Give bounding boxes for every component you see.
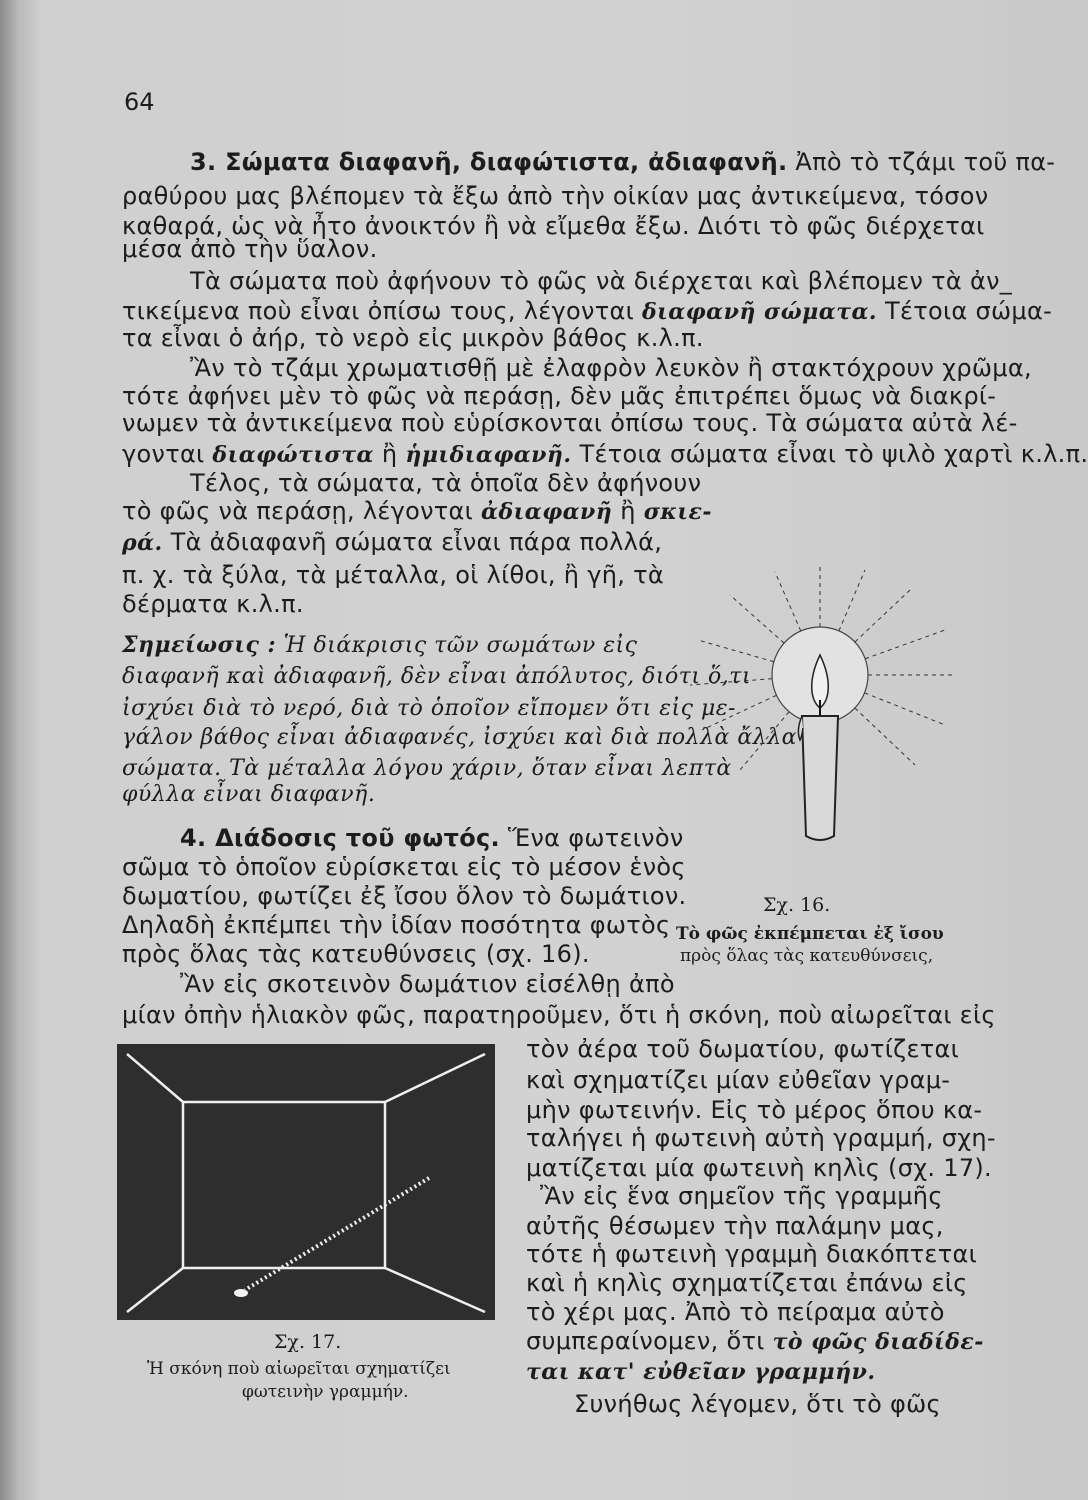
text-line: Ἂν εἰς ἕνα σημεῖον τῆς γραμμῆς xyxy=(540,1182,943,1210)
text-line: δέρματα κ.λ.π. xyxy=(122,590,304,618)
fig16-candle-illustration xyxy=(690,560,990,880)
conclusion-part1: τὸ φῶς διαδίδε- xyxy=(772,1329,984,1355)
text-line: αὐτῆς θέσωμεν τὴν παλάμην μας, xyxy=(526,1212,944,1240)
text-line: καθαρά, ὡς νὰ ἦτο ἀνοικτόν ἢ νὰ εἴμεθα ἔξω. Διότι τὸ φῶς διέρχεται xyxy=(122,212,985,240)
text-line: πρὸς ὅλας τὰς κατευθύνσεις (σχ. 16). xyxy=(122,940,590,968)
text-line: Τέλος, τὰ σώματα, τὰ ὁποῖα δὲν ἀφήνουν xyxy=(190,469,702,497)
text-line: τὸ χέρι μας. Ἀπὸ τὸ πείραμα αὐτὸ xyxy=(526,1298,945,1326)
fig16-caption-line2: πρὸς ὅλας τὰς κατευθύνσεις, xyxy=(680,946,934,966)
text-line: ταλήγει ἡ φωτεινὴ αὐτὴ γραμμή, σχη- xyxy=(526,1124,996,1152)
text-line: καὶ ἡ κηλὶς σχηματίζεται ἐπάνω εἰς xyxy=(526,1269,968,1297)
note-line: φύλλα εἶναι διαφανῆ. xyxy=(122,782,376,807)
term-diafani: διαφανῆ σώματα. xyxy=(641,299,878,325)
note-line: Ἡ διάκρισις τῶν σωμάτων εἰς xyxy=(283,633,638,658)
text-line: Δηλαδὴ ἐκπέμπει τὴν ἰδίαν ποσότητα φωτὸς xyxy=(122,911,671,939)
note-line: γάλον βάθος εἶναι ἀδιαφανές, ἰσχύει καὶ διὰ πολλὰ ἄλλα xyxy=(122,725,797,750)
note-line: διαφανῆ καὶ ἀδιαφανῆ, δὲν εἶναι ἀπόλυτος, διότι ὅ,τι xyxy=(122,664,752,689)
text-segment: Τέτοια σώμα- xyxy=(885,297,1053,325)
term-skiera-part2: ρά. xyxy=(122,530,163,556)
text-line-with-term xyxy=(122,299,1052,323)
text-line: μίαν ὀπὴν ἡλιακὸν φῶς, παρατηροῦμεν, ὅτι ἡ σκόνη, ποὺ αἰωρεῖται εἰς xyxy=(122,1001,996,1029)
text-line: ραθύρου μας βλέπομεν τὰ ἔξω ἀπὸ τὴν οἰκίαν μας ἀντικείμενα, τόσον xyxy=(122,182,989,210)
light-spot xyxy=(234,1289,248,1297)
text-line: μέσα ἀπὸ τὴν ὕαλον. xyxy=(122,235,378,263)
note-label: Σημείωσις : xyxy=(122,632,277,658)
text-segment: ἢ xyxy=(381,440,398,468)
page-number: 64 xyxy=(124,88,155,116)
text-line: σῶμα τὸ ὁποῖον εὑρίσκεται εἰς τὸ μέσον ἑνὸς xyxy=(122,853,686,881)
text-line: μὴν φωτεινήν. Εἰς τὸ μέρος ὅπου κα- xyxy=(526,1096,983,1124)
section3-first-line-rest: Ἀπὸ τὸ τζάμι τοῦ πα- xyxy=(795,148,1056,176)
term-diafotista: διαφώτιστα xyxy=(212,442,374,468)
section4-heading: 4. Διάδοσις τοῦ φωτός. xyxy=(180,824,500,852)
text-segment: Ἕνα φωτεινὸν xyxy=(507,824,684,852)
text-line: Ἂν τὸ τζάμι χρωματισθῇ μὲ ἐλαφρὸν λευκὸν ἢ στακτόχρουν χρῶμα, xyxy=(190,354,1032,382)
text-line: τότε ἡ φωτεινὴ γραμμὴ διακόπτεται xyxy=(526,1240,977,1268)
text-line: δωματίου, φωτίζει ἐξ ἴσου ὅλον τὸ δωμάτιον. xyxy=(122,882,687,910)
text-segment: Τὰ ἀδιαφανῆ σώματα εἶναι πάρα πολλά, xyxy=(170,528,663,556)
text-line: ματίζεται μία φωτεινὴ κηλὶς (σχ. 17). xyxy=(526,1154,992,1182)
text-segment: γονται xyxy=(122,440,205,468)
fig16-caption-line1: Τὸ φῶς ἐκπέμπεται ἐξ ἴσου xyxy=(676,924,944,944)
text-line-with-terms xyxy=(122,442,1088,466)
text-line: Συνήθως λέγομεν, ὅτι τὸ φῶς xyxy=(574,1390,941,1418)
section3-first-line xyxy=(190,150,1055,174)
room-background xyxy=(117,1044,495,1320)
text-segment: Τέτοια σώματα εἶναι τὸ ψιλὸ χαρτὶ κ.λ.π. xyxy=(579,440,1088,468)
text-segment: τὸ φῶς νὰ περάσῃ, λέγονται xyxy=(122,497,474,525)
text-line: τὸν ἀέρα τοῦ δωματίου, φωτίζεται xyxy=(526,1035,960,1063)
candle-body xyxy=(802,716,838,840)
term-imidiafani: ἡμιδιαφανῆ. xyxy=(405,442,572,468)
note-first-line xyxy=(122,632,637,658)
term-adiafani: ἀδιαφανῆ xyxy=(481,499,613,525)
note-line: ἰσχύει διὰ τὸ νερό, διὰ τὸ ὁποῖον εἴπομεν ὅτι εἰς με- xyxy=(122,696,736,721)
note-line: σώματα. Τὰ μέταλλα λόγου χάριν, ὅταν εἶναι λεπτὰ xyxy=(122,756,732,781)
conclusion-part2: ται κατ' εὐθεῖαν γραμμήν. xyxy=(526,1359,876,1385)
text-line: Τὰ σώματα ποὺ ἀφήνουν τὸ φῶς νὰ διέρχεται καὶ βλέπομεν τὰ ἀν_ xyxy=(190,267,1013,295)
fig17-caption-line1: Ἡ σκόνη ποὺ αἰωρεῖται σχηματίζει xyxy=(147,1359,451,1379)
section3-heading: 3. Σώματα διαφανῆ, διαφώτιστα, ἀδιαφανῆ. xyxy=(190,148,788,176)
text-segment: ἢ xyxy=(620,497,636,525)
fig17-label: Σχ. 17. xyxy=(274,1331,342,1353)
text-line-with-term xyxy=(526,1329,984,1353)
text-line: τα εἶναι ὁ ἀήρ, τὸ νερὸ εἰς μικρὸν βάθος κ.λ.π. xyxy=(122,324,704,352)
term-skiera-part1: σκιε- xyxy=(643,499,713,525)
text-segment: συμπεραίνομεν, ὅτι xyxy=(526,1327,765,1355)
text-line: Ἂν εἰς σκοτεινὸν δωμάτιον εἰσέλθῃ ἀπὸ xyxy=(180,970,675,998)
text-line-with-terms xyxy=(122,499,712,523)
fig16-label: Σχ. 16. xyxy=(763,894,831,916)
text-line-with-term xyxy=(122,530,662,554)
text-segment: τικείμενα ποὺ εἶναι ὀπίσω τους, λέγονται xyxy=(122,297,635,325)
fig17-dark-room-illustration xyxy=(117,1044,495,1320)
text-line: νωμεν τὰ ἀντικείμενα ποὺ εὑρίσκονται ὀπίσω τους. Τὰ σώματα αὐτὰ λέ- xyxy=(122,409,1018,437)
text-line: π. χ. τὰ ξύλα, τὰ μέταλλα, οἱ λίθοι, ἢ γῆ, τὰ xyxy=(122,561,664,589)
text-line: τότε ἀφήνει μὲν τὸ φῶς νὰ περάσῃ, δὲν μᾶς ἐπιτρέπει ὅμως νὰ διακρί- xyxy=(122,382,997,410)
fig17-caption-line2: φωτεινὴν γραμμήν. xyxy=(242,1382,409,1402)
section4-first-line xyxy=(180,826,684,850)
text-line: καὶ σχηματίζει μίαν εὐθεῖαν γραμ- xyxy=(526,1066,951,1094)
